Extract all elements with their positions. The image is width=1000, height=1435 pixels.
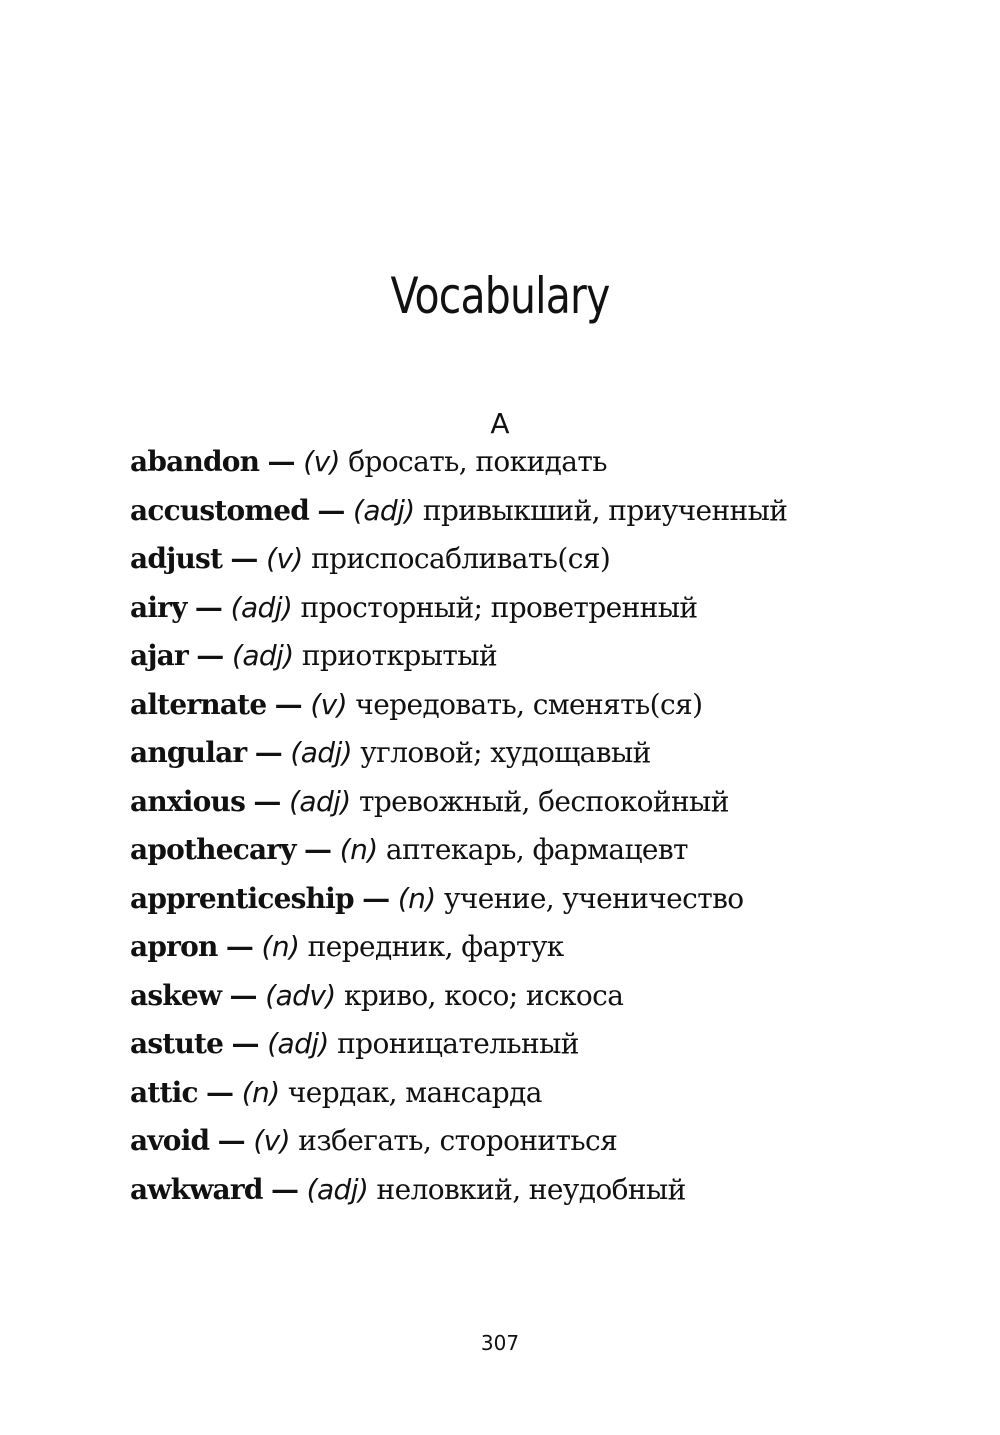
entry-part-of-speech: (v) xyxy=(253,1124,290,1157)
vocabulary-entry xyxy=(130,1073,930,1113)
vocabulary-entry xyxy=(130,1121,930,1161)
entry-translation: просторный; проветренный xyxy=(300,590,698,624)
entry-term: astute xyxy=(130,1027,224,1060)
entry-part-of-speech: (adj) xyxy=(290,736,352,769)
entry-term: anxious xyxy=(130,784,246,818)
entry-translation: избегать, сторониться xyxy=(298,1124,618,1157)
entry-translation: привыкший, приученный xyxy=(422,493,788,527)
entry-term: apron xyxy=(130,930,218,963)
entry-dash: — xyxy=(230,542,258,575)
entry-part-of-speech: (v) xyxy=(266,542,303,575)
vocabulary-entry xyxy=(130,685,930,725)
entry-translation: передник, фартук xyxy=(307,930,564,963)
entry-dash: — xyxy=(206,1075,234,1109)
entry-translation: бросать, покидать xyxy=(348,445,607,478)
entry-dash: — xyxy=(229,978,257,1012)
entry-term: avoid xyxy=(130,1124,210,1157)
entry-part-of-speech: (n) xyxy=(261,930,300,963)
entry-part-of-speech: (n) xyxy=(241,1075,280,1109)
entry-translation: неловкий, неудобный xyxy=(376,1172,686,1206)
entry-term: apprenticeship xyxy=(130,881,354,915)
entry-dash: — xyxy=(254,736,283,769)
entry-part-of-speech: (n) xyxy=(397,881,436,915)
entry-translation: угловой; худощавый xyxy=(360,736,651,769)
entry-translation: приоткрытый xyxy=(301,639,498,672)
entry-dash: — xyxy=(317,493,345,527)
entry-dash: — xyxy=(194,590,223,624)
page-number: 307 xyxy=(480,1331,520,1355)
entry-part-of-speech: (adj) xyxy=(306,1172,369,1206)
entry-term: ajar xyxy=(130,639,188,672)
entry-term: alternate xyxy=(130,687,267,721)
entry-translation: учение, ученичество xyxy=(443,881,744,915)
entry-term: apothecary xyxy=(130,833,296,866)
entry-dash: — xyxy=(225,930,254,963)
entry-translation: чердак, мансарда xyxy=(287,1075,542,1109)
entry-dash: — xyxy=(231,1027,259,1060)
entry-part-of-speech: (adj) xyxy=(232,639,294,672)
entry-dash: — xyxy=(362,881,390,915)
entry-part-of-speech: (adj) xyxy=(353,493,415,527)
vocabulary-entry xyxy=(130,927,930,967)
entry-translation: приспосабливать(ся) xyxy=(311,542,611,575)
entry-term: adjust xyxy=(130,542,223,575)
entry-dash: — xyxy=(304,833,332,866)
vocabulary-entry xyxy=(130,733,930,773)
entry-dash: — xyxy=(267,445,295,478)
entry-dash: — xyxy=(270,1172,299,1206)
page-title: Vocabulary xyxy=(390,267,610,325)
entry-term: attic xyxy=(130,1075,198,1109)
vocabulary-entry xyxy=(130,976,930,1016)
entry-translation: проницательный xyxy=(337,1027,579,1060)
entry-part-of-speech: (adj) xyxy=(230,590,293,624)
entry-translation: тревожный, беспокойный xyxy=(358,784,729,818)
vocabulary-entry xyxy=(130,782,930,822)
entry-part-of-speech: (n) xyxy=(339,833,378,866)
vocabulary-entry xyxy=(130,539,930,579)
entry-dash: — xyxy=(217,1124,246,1157)
entry-translation: аптекарь, фармацевт xyxy=(385,833,688,866)
vocabulary-entry xyxy=(130,1024,930,1064)
vocabulary-entry xyxy=(130,491,930,531)
entry-term: accustomed xyxy=(130,493,309,527)
vocabulary-entry xyxy=(130,879,930,919)
entry-term: askew xyxy=(130,978,222,1012)
entry-term: angular xyxy=(130,736,247,769)
entry-term: airy xyxy=(130,590,187,624)
entry-dash: — xyxy=(196,639,224,672)
entry-term: abandon xyxy=(130,445,260,478)
entry-part-of-speech: (v) xyxy=(303,445,340,478)
entry-dash: — xyxy=(253,784,281,818)
entry-dash: — xyxy=(274,687,303,721)
entry-translation: чередовать, сменять(ся) xyxy=(355,687,703,721)
vocabulary-entry xyxy=(130,830,930,870)
entry-part-of-speech: (adj) xyxy=(289,784,351,818)
entry-translation: криво, косо; искоса xyxy=(343,978,624,1012)
entry-part-of-speech: (adv) xyxy=(265,978,336,1012)
entry-part-of-speech: (v) xyxy=(310,687,347,721)
vocabulary-list xyxy=(130,442,930,1218)
entry-term: awkward xyxy=(130,1172,263,1206)
section-letter: A xyxy=(490,407,510,440)
entry-part-of-speech: (adj) xyxy=(267,1027,329,1060)
vocabulary-entry xyxy=(130,636,930,676)
vocabulary-entry xyxy=(130,442,930,482)
vocabulary-entry xyxy=(130,588,930,628)
vocabulary-entry xyxy=(130,1170,930,1210)
